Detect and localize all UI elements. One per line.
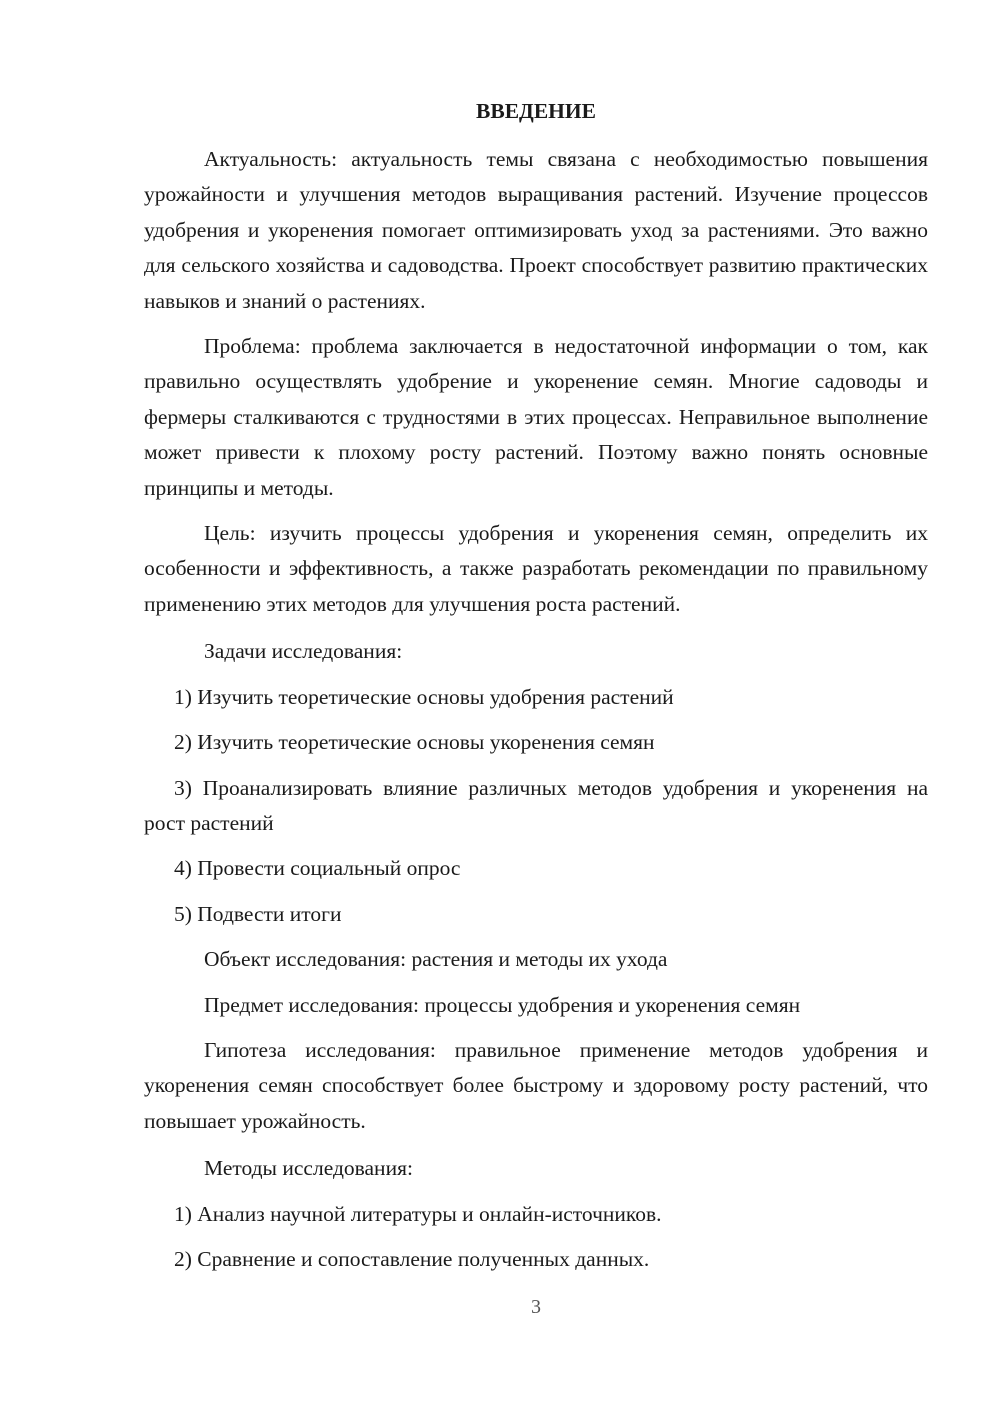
subject-paragraph: Предмет исследования: процессы удобрения и укоренения семян [204, 992, 801, 1017]
tasks-heading: Задачи исследования: [204, 639, 403, 664]
goal-paragraph: Цель: изучить процессы удобрения и укоренения семян, определить их особенности и эффективность, а также разработать рекомендации по правильному применению этих методов для улучшения роста растений. [144, 521, 928, 616]
methods-heading: Методы исследования: [204, 1156, 413, 1181]
method-item: 2) Сравнение и сопоставление полученных данных. [174, 1246, 650, 1271]
task-item: 3) Проанализировать влияние различных методов удобрения и укоренения на рост растений [144, 775, 928, 835]
problem-paragraph: Проблема: проблема заключается в недостаточной информации о том, как правильно осуществлять удобрение и укоренение семян. Многие садоводы и фермеры сталкиваются с трудностями в этих процессах. Неправильное выполнение может привести к плохому росту растений. Поэтому важно понять основные принципы и методы. [144, 334, 928, 500]
task-item: 4) Провести социальный опрос [174, 856, 461, 881]
method-item: 1) Анализ научной литературы и онлайн-источников. [174, 1201, 662, 1226]
page-number: 3 [531, 1296, 541, 1318]
object-paragraph: Объект исследования: растения и методы их ухода [204, 947, 668, 972]
relevance-paragraph: Актуальность: актуальность темы связана с необходимостью повышения урожайности и улучшения методов выращивания растений. Изучение процессов удобрения и укоренения помогает оптимизировать уход за растениями. Это важно для сельского хозяйства и садоводства. Проект способствует развитию практических навыков и знаний о растениях. [144, 147, 928, 313]
hypothesis-paragraph: Гипотеза исследования: правильное применение методов удобрения и укоренения семян способствует более быстрому и здоровому росту растений, что повышает урожайность. [144, 1037, 928, 1133]
section-title: ВВЕДЕНИЕ [476, 99, 596, 123]
task-item: 2) Изучить теоретические основы укоренения семян [174, 730, 655, 755]
task-item: 1) Изучить теоретические основы удобрения растений [174, 684, 674, 709]
task-item: 5) Подвести итоги [174, 901, 342, 926]
page-content [144, 96, 928, 1287]
